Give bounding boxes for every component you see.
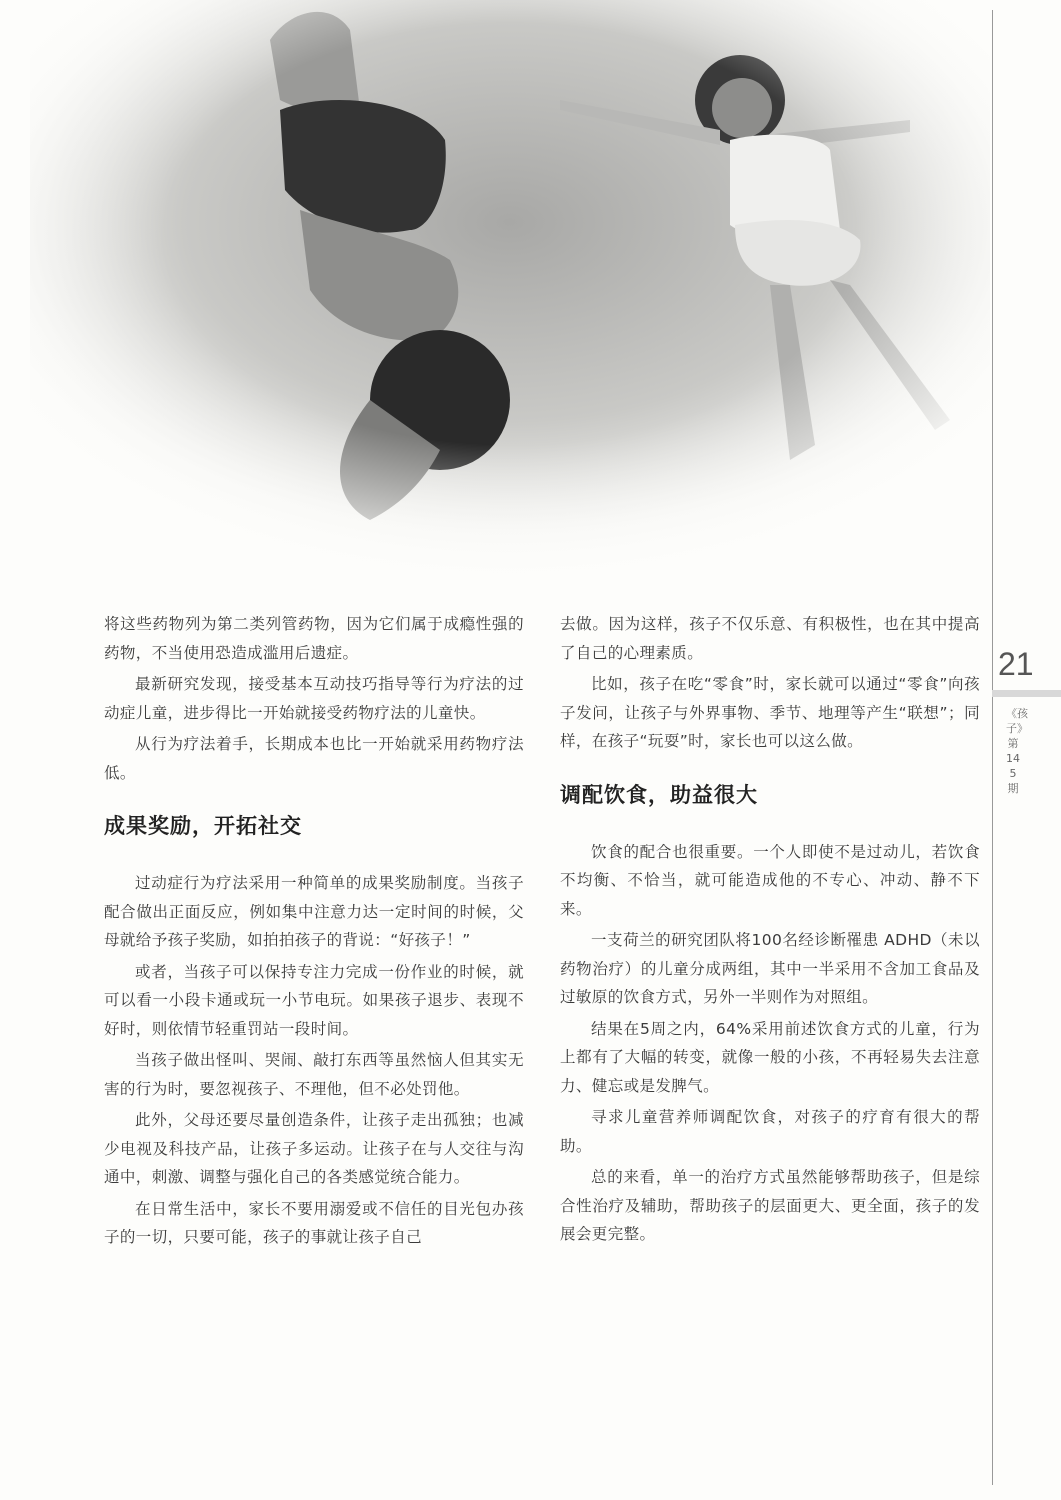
paragraph: 寻求儿童营养师调配饮食，对孩子的疗育有很大的帮助。 [560, 1108, 980, 1155]
paragraph: 从行为疗法着手，长期成本也比一开始就采用药物疗法低。 [104, 735, 524, 782]
paragraph: 总的来看，单一的治疗方式虽然能够帮助孩子，但是综合性治疗及辅助，帮助孩子的层面更大、更全面，孩子的发展会更完整。 [560, 1168, 980, 1243]
children-in-sand-photo [30, 0, 990, 585]
page-number: 21 [998, 646, 1034, 682]
paragraph: 饮食的配合也很重要。一个人即使不是过动儿，若饮食不均衡、不恰当，就可能造成他的不专心、冲动、静不下来。 [560, 842, 980, 918]
paragraph: 或者，当孩子可以保持专注力完成一份作业的时候，就可以看一小段卡通或玩一小节电玩。如果孩子退步、表现不好时，则依情节轻重罚站一段时间。 [104, 962, 524, 1038]
paragraph: 最新研究发现，接受基本互动技巧指导等行为疗法的过动症儿童，进步得比一开始就接受药物疗法的儿童快。 [104, 675, 524, 722]
margin-rule [992, 10, 993, 1485]
section-heading: 成果奖励，开拓社交 [104, 814, 302, 838]
paragraph: 比如，孩子在吃“零食”时，家长就可以通过“零食”向孩子发问，让孩子与外界事物、季节、地理等产生“联想”；同样，在孩子“玩耍”时，家长也可以这么做。 [560, 675, 980, 750]
issue-label: 《孩子》第145期 [1006, 707, 1028, 795]
left-column [104, 610, 524, 1255]
paragraph: 在日常生活中，家长不要用溺爱或不信任的目光包办孩子的一切，只要可能，孩子的事就让孩子自己 [104, 1199, 524, 1246]
right-column [560, 610, 980, 1252]
section-heading: 调配饮食，助益很大 [560, 782, 758, 807]
page-margin [992, 0, 1061, 1500]
paragraph: 去做。因为这样，孩子不仅乐意、有积极性，也在其中提高了自己的心理素质。 [560, 615, 980, 662]
paragraph: 结果在5周之内，64%采用前述饮食方式的儿童，行为上都有了大幅的转变，就像一般的小孩，不再轻易失去注意力、健忘或是发脾气。 [560, 1019, 980, 1095]
paragraph: 当孩子做出怪叫、哭闹、敲打东西等虽然恼人但其实无害的行为时，要忽视孩子、不理他，但不必处罚他。 [104, 1051, 524, 1098]
header-photo [30, 0, 990, 585]
paragraph: 过动症行为疗法采用一种简单的成果奖励制度。当孩子配合做出正面反应，例如集中注意力达一定时间的时候，父母就给予孩子奖励，如拍拍孩子的背说：“好孩子！” [104, 874, 524, 949]
paragraph: 一支荷兰的研究团队将100名经诊断罹患 ADHD（未以药物治疗）的儿童分成两组，其中一半采用不含加工食品及过敏原的饮食方式，另外一半则作为对照组。 [560, 931, 980, 1006]
margin-bar [992, 690, 1061, 697]
paragraph: 将这些药物列为第二类列管药物，因为它们属于成瘾性强的药物，不当使用恐造成滥用后遗症。 [104, 615, 524, 662]
paragraph: 此外，父母还要尽量创造条件，让孩子走出孤独；也减少电视及科技产品，让孩子多运动。让孩子在与人交往与沟通中，刺激、调整与强化自己的各类感觉统合能力。 [104, 1111, 524, 1186]
